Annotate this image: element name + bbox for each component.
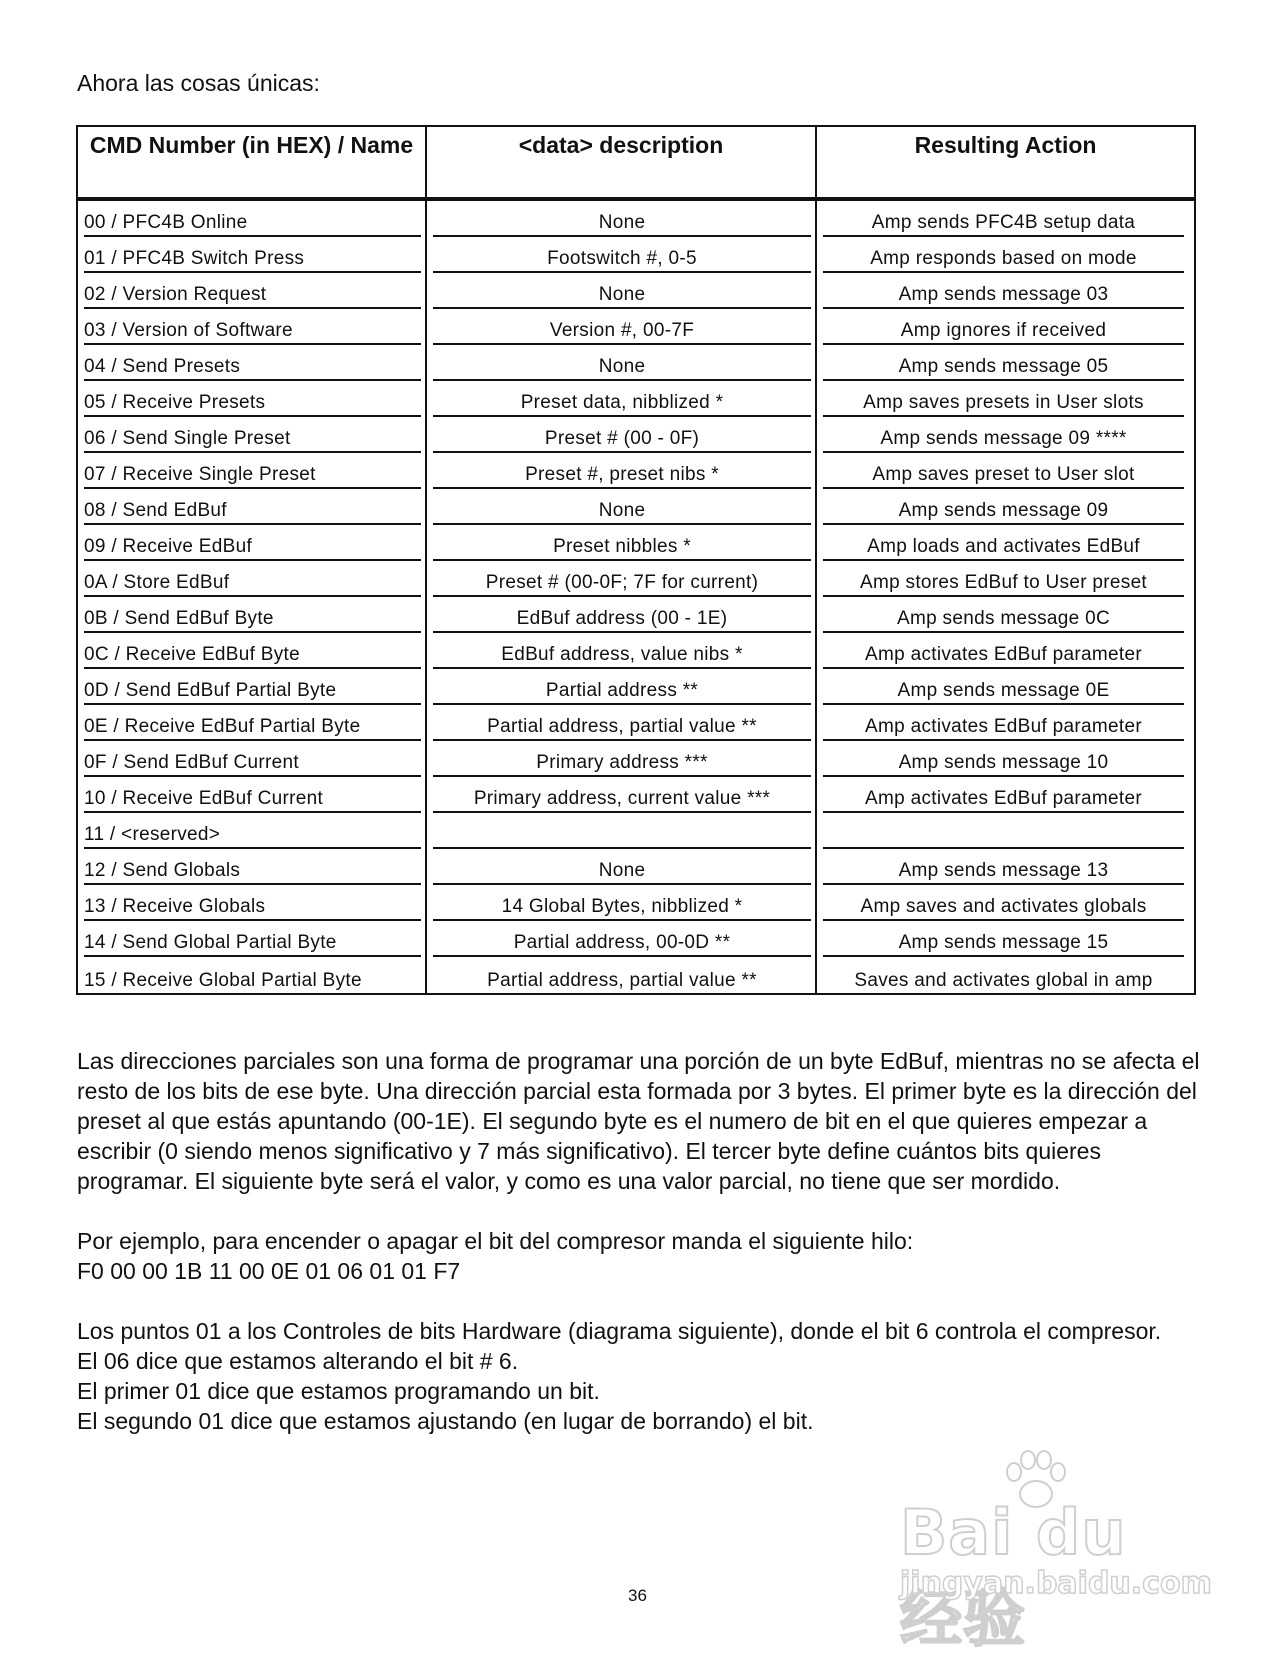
resulting-action-cell	[816, 345, 1195, 381]
table-row	[77, 453, 1195, 489]
table-row	[77, 273, 1195, 309]
data-description-cell	[426, 489, 816, 525]
data-description-cell	[426, 849, 816, 885]
data-description-cell	[426, 199, 816, 237]
data-description-cell	[426, 669, 816, 705]
cell-text: Amp sends message 03	[823, 284, 1184, 309]
resulting-action-cell	[816, 633, 1195, 669]
cell-text: Amp activates EdBuf parameter	[823, 644, 1184, 669]
cell-text: 10 / Receive EdBuf Current	[84, 788, 421, 813]
cmd-cell	[77, 777, 426, 813]
data-description-cell	[426, 957, 816, 994]
data-description-cell	[426, 741, 816, 777]
cell-text: 14 Global Bytes, nibblized *	[433, 896, 811, 921]
cell-text: Amp sends message 10	[823, 752, 1184, 777]
cell-text: Amp sends message 09 ****	[823, 428, 1184, 453]
table-row	[77, 885, 1195, 921]
cell-text: Preset nibbles *	[433, 536, 811, 561]
intro-heading: Ahora las cosas únicas:	[77, 70, 320, 96]
cell-text: Saves and activates global in amp	[854, 970, 1153, 991]
explanation-line: Los puntos 01 a los Controles de bits Hardware (diagrama siguiente), donde el bit 6 controla el compresor.	[77, 1318, 1162, 1344]
partial-address-paragraph: Las direcciones parciales son una forma de programar una porción de un byte EdBuf, mientras no se afecta el resto de los bits de ese byte. Una dirección parcial esta formada por 3 bytes. El primer byte es la dirección del preset al que estás apuntando (00-1E). El segundo byte es el numero de bit en el que quieres empezar a escribir (0 siendo menos significativo y 7 más significativo). El tercer byte define cuántos bits quieres programar. El siguiente byte será el valor, y como es una valor parcial, no tiene que ser mordido.	[77, 1048, 1200, 1194]
table-row	[77, 705, 1195, 741]
resulting-action-cell	[816, 957, 1195, 994]
resulting-action-cell	[816, 597, 1195, 633]
cell-text: 07 / Receive Single Preset	[84, 464, 421, 489]
cmd-cell	[77, 345, 426, 381]
cell-text: Amp activates EdBuf parameter	[823, 716, 1184, 741]
cell-text: Footswitch #, 0-5	[433, 248, 811, 273]
cmd-cell	[77, 633, 426, 669]
cell-text: Amp sends message 15	[823, 932, 1184, 957]
resulting-action-cell	[816, 381, 1195, 417]
resulting-action-cell	[816, 237, 1195, 273]
cmd-cell	[77, 705, 426, 741]
table-row	[77, 597, 1195, 633]
cell-text: Amp sends message 0E	[823, 680, 1184, 705]
cell-text: Amp sends message 13	[823, 860, 1184, 885]
cell-text: Amp sends PFC4B setup data	[823, 212, 1184, 237]
data-description-cell	[426, 813, 816, 849]
cell-text: Amp responds based on mode	[823, 248, 1184, 273]
data-description-cell	[426, 345, 816, 381]
cell-text: Amp saves preset to User slot	[823, 464, 1184, 489]
resulting-action-cell	[816, 705, 1195, 741]
cell-text: None	[433, 500, 811, 525]
table-row	[77, 777, 1195, 813]
cell-text: 0B / Send EdBuf Byte	[84, 608, 421, 633]
cmd-cell	[77, 309, 426, 345]
cell-text: 13 / Receive Globals	[84, 896, 421, 921]
cmd-cell	[77, 199, 426, 237]
cell-text: Amp sends message 0C	[823, 608, 1184, 633]
cell-text: Amp sends message 09	[823, 500, 1184, 525]
cell-text	[433, 824, 811, 849]
table-body	[77, 199, 1195, 994]
data-description-cell	[426, 777, 816, 813]
cell-text: 0D / Send EdBuf Partial Byte	[84, 680, 421, 705]
data-description-cell	[426, 921, 816, 957]
cell-text: Preset data, nibblized *	[433, 392, 811, 417]
cmd-cell	[77, 237, 426, 273]
cell-text: 02 / Version Request	[84, 284, 421, 309]
resulting-action-cell	[816, 813, 1195, 849]
cmd-cell	[77, 741, 426, 777]
data-description-cell	[426, 381, 816, 417]
table-header-row	[77, 126, 1195, 199]
table-row	[77, 345, 1195, 381]
data-description-cell	[426, 561, 816, 597]
cmd-cell	[77, 417, 426, 453]
table-row	[77, 741, 1195, 777]
explanation-line: El primer 01 dice que estamos programando un bit.	[77, 1378, 600, 1404]
cell-text: EdBuf address, value nibs *	[433, 644, 811, 669]
table-row	[77, 381, 1195, 417]
watermark-brand: Bai du 经验	[900, 1496, 1127, 1655]
cell-text: None	[433, 356, 811, 381]
explanation-line: El segundo 01 dice que estamos ajustando (en lugar de borrando) el bit.	[77, 1408, 814, 1434]
watermark-site: jingyan.baidu.com	[900, 1566, 1212, 1601]
explanation-line: El 06 dice que estamos alterando el bit # 6.	[77, 1348, 519, 1374]
cell-text: Partial address **	[433, 680, 811, 705]
cell-text: 04 / Send Presets	[84, 356, 421, 381]
cmd-cell	[77, 381, 426, 417]
cell-text: Partial address, partial value **	[433, 716, 811, 741]
data-description-cell	[426, 597, 816, 633]
cell-text: 09 / Receive EdBuf	[84, 536, 421, 561]
data-description-cell	[426, 633, 816, 669]
cell-text: 0F / Send EdBuf Current	[84, 752, 421, 777]
cmd-cell	[77, 669, 426, 705]
resulting-action-cell	[816, 417, 1195, 453]
data-description-cell	[426, 885, 816, 921]
cell-text: Preset # (00 - 0F)	[433, 428, 811, 453]
cell-text: 08 / Send EdBuf	[84, 500, 421, 525]
resulting-action-cell	[816, 273, 1195, 309]
table-row	[77, 417, 1195, 453]
cell-text: 06 / Send Single Preset	[84, 428, 421, 453]
cell-text: 03 / Version of Software	[84, 320, 421, 345]
cell-text: 15 / Receive Global Partial Byte	[84, 970, 362, 991]
data-description-cell	[426, 705, 816, 741]
cell-text: Primary address ***	[433, 752, 811, 777]
explanation-text	[77, 1046, 1207, 1436]
cell-text: 0A / Store EdBuf	[84, 572, 421, 597]
cell-text: Amp activates EdBuf parameter	[823, 788, 1184, 813]
cell-text: 0E / Receive EdBuf Partial Byte	[84, 716, 421, 741]
cell-text: Amp saves and activates globals	[823, 896, 1184, 921]
cmd-cell	[77, 849, 426, 885]
data-description-cell	[426, 273, 816, 309]
resulting-action-cell	[816, 741, 1195, 777]
resulting-action-cell	[816, 885, 1195, 921]
resulting-action-cell	[816, 777, 1195, 813]
cell-text: Preset #, preset nibs *	[433, 464, 811, 489]
cell-text: Partial address, partial value **	[487, 970, 757, 991]
cmd-cell	[77, 885, 426, 921]
resulting-action-cell	[816, 309, 1195, 345]
page-number: 36	[628, 1586, 647, 1605]
cmd-cell	[77, 453, 426, 489]
cell-text: 0C / Receive EdBuf Byte	[84, 644, 421, 669]
resulting-action-cell	[816, 453, 1195, 489]
header-cmd-number: CMD Number (in HEX) / Name	[77, 126, 426, 199]
cell-text: None	[433, 212, 811, 237]
resulting-action-cell	[816, 849, 1195, 885]
data-description-cell	[426, 525, 816, 561]
example-intro: Por ejemplo, para encender o apagar el bit del compresor manda el siguiente hilo:	[77, 1228, 914, 1254]
header-data-description: <data> description	[426, 126, 816, 199]
resulting-action-cell	[816, 199, 1195, 237]
cell-text: Partial address, 00-0D **	[433, 932, 811, 957]
data-description-cell	[426, 453, 816, 489]
cell-text: Amp loads and activates EdBuf	[823, 536, 1184, 561]
table-row	[77, 669, 1195, 705]
table-row	[77, 849, 1195, 885]
resulting-action-cell	[816, 525, 1195, 561]
cell-text: 14 / Send Global Partial Byte	[84, 932, 421, 957]
cell-text: None	[433, 860, 811, 885]
table-row	[77, 489, 1195, 525]
cell-text: 00 / PFC4B Online	[84, 212, 421, 237]
resulting-action-cell	[816, 921, 1195, 957]
cmd-cell	[77, 273, 426, 309]
cell-text: EdBuf address (00 - 1E)	[433, 608, 811, 633]
resulting-action-cell	[816, 489, 1195, 525]
data-description-cell	[426, 417, 816, 453]
table-row	[77, 199, 1195, 237]
cmd-cell	[77, 957, 426, 994]
data-description-cell	[426, 309, 816, 345]
command-table	[76, 125, 1196, 995]
cell-text: None	[433, 284, 811, 309]
cmd-cell	[77, 921, 426, 957]
cmd-cell	[77, 561, 426, 597]
cell-text: Primary address, current value ***	[433, 788, 811, 813]
baidu-watermark	[900, 1450, 1212, 1655]
table-row	[77, 921, 1195, 957]
table-row	[77, 633, 1195, 669]
cell-text: 05 / Receive Presets	[84, 392, 421, 417]
resulting-action-cell	[816, 561, 1195, 597]
cmd-cell	[77, 813, 426, 849]
cmd-cell	[77, 489, 426, 525]
cell-text: Preset # (00-0F; 7F for current)	[433, 572, 811, 597]
data-description-cell	[426, 237, 816, 273]
cmd-cell	[77, 597, 426, 633]
cell-text: Amp stores EdBuf to User preset	[823, 572, 1184, 597]
example-hex-string: F0 00 00 1B 11 00 0E 01 06 01 01 F7	[77, 1258, 461, 1284]
cell-text: 12 / Send Globals	[84, 860, 421, 885]
table-row	[77, 237, 1195, 273]
resulting-action-cell	[816, 669, 1195, 705]
cell-text: 01 / PFC4B Switch Press	[84, 248, 421, 273]
header-resulting-action: Resulting Action	[816, 126, 1195, 199]
cmd-cell	[77, 525, 426, 561]
table-row	[77, 309, 1195, 345]
cell-text: Version #, 00-7F	[433, 320, 811, 345]
cell-text: 11 / <reserved>	[84, 824, 421, 849]
table-row	[77, 561, 1195, 597]
table-row	[77, 957, 1195, 994]
table-row	[77, 525, 1195, 561]
cell-text: Amp saves presets in User slots	[823, 392, 1184, 417]
cell-text: Amp ignores if received	[823, 320, 1184, 345]
table-row	[77, 813, 1195, 849]
cell-text: Amp sends message 05	[823, 356, 1184, 381]
cell-text	[823, 824, 1184, 849]
